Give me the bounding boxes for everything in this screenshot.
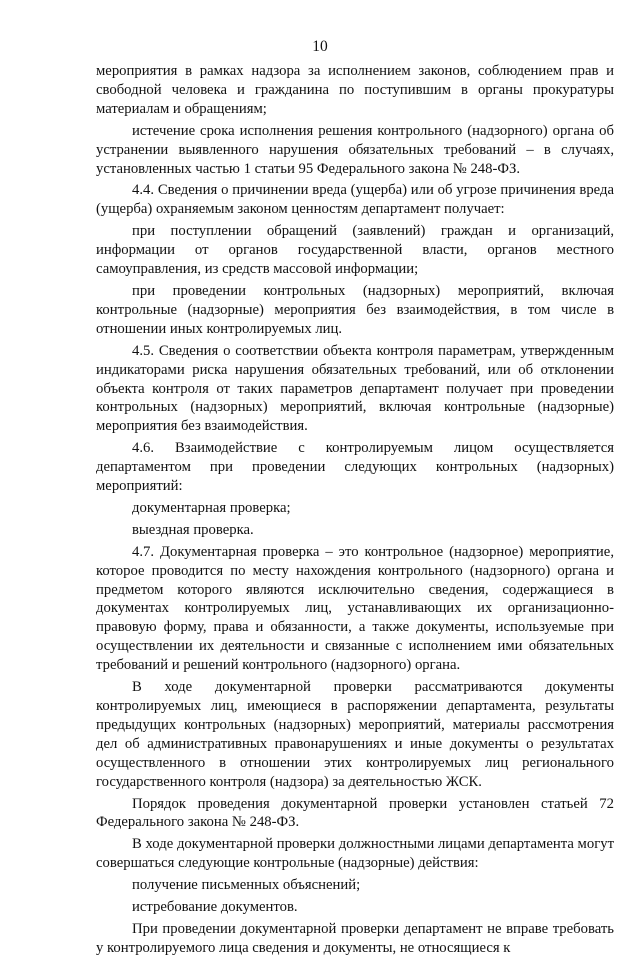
list-item: истребование документов. bbox=[132, 899, 298, 916]
list-item: документарная проверка; bbox=[132, 499, 291, 516]
document-body bbox=[96, 62, 614, 958]
list-item: получение письменных объяснений; bbox=[132, 877, 361, 894]
paragraph: 4.5. Сведения о соответствии объекта контроля параметрам, утвержденным индикаторами риска нарушения обязательных требований, или об отклонении объекта контроля от таких параметров департамент получает при проведении контрольных (надзорных) мероприятий, включая контрольные (надзорные) мероприятия без взаимодействия. bbox=[96, 342, 614, 435]
paragraph: мероприятия в рамках надзора за исполнением законов, соблюдением прав и свободной человека и гражданина по поступившим в органы прокуратуры материалам и обращениям; bbox=[96, 63, 614, 117]
paragraph: истечение срока исполнения решения контрольного (надзорного) органа об устранении выявленного нарушения обязательных требований – в случаях, установленных частью 1 статьи 95 Федерального закона № 248-ФЗ. bbox=[96, 122, 614, 177]
paragraph: Порядок проведения документарной проверки установлен статьей 72 Федерального закона № 248-ФЗ. bbox=[96, 795, 614, 831]
paragraph: 4.6. Взаимодействие с контролируемым лицом осуществляется департаментом при проведении следующих контрольных (надзорных) мероприятий: bbox=[96, 440, 614, 495]
paragraph: при проведении контрольных (надзорных) мероприятий, включая контрольные (надзорные) мероприятия без взаимодействия, в том числе в отношении иных контролируемых лиц. bbox=[96, 282, 614, 337]
paragraph: при поступлении обращений (заявлений) граждан и организаций, информации от органов государственной власти, органов местного самоуправления, из средств массовой информации; bbox=[96, 223, 614, 278]
paragraph: 4.4. Сведения о причинении вреда (ущерба) или об угрозе причинения вреда (ущерба) охраняемым законом ценностям департамент получает: bbox=[96, 182, 614, 218]
paragraph: В ходе документарной проверки должностными лицами департамента могут совершаться следующие контрольные (надзорные) действия: bbox=[96, 836, 614, 872]
page-number: 10 bbox=[312, 38, 328, 55]
paragraph: При проведении документарной проверки департамент не вправе требовать у контролируемого лица сведения и документы, не относящиеся к bbox=[96, 920, 614, 956]
paragraph: В ходе документарной проверки рассматриваются документы контролируемых лиц, имеющиеся в распоряжении департамента, результаты предыдущих контрольных (надзорных) мероприятий, материалы рассмотрения дел об административных правонарушениях и иные документы о результатах осуществленного в отношении этих контролируемых лиц регионального государственного контроля (надзора) за деятельностью ЖСК. bbox=[96, 679, 614, 790]
paragraph: 4.7. Документарная проверка – это контрольное (надзорное) мероприятие, которое проводится по месту нахождения контрольного (надзорного) органа и предметом которого являются исключительно сведения, содержащиеся в документах контролируемых лиц, устанавливающих их организационно-правовую форму, права и обязанности, а также документы, используемые при осуществлении их деятельности и связанные с исполнением ими обязательных требований и решений контрольного (надзорного) органа. bbox=[96, 543, 614, 674]
list-item: выездная проверка. bbox=[132, 521, 254, 538]
